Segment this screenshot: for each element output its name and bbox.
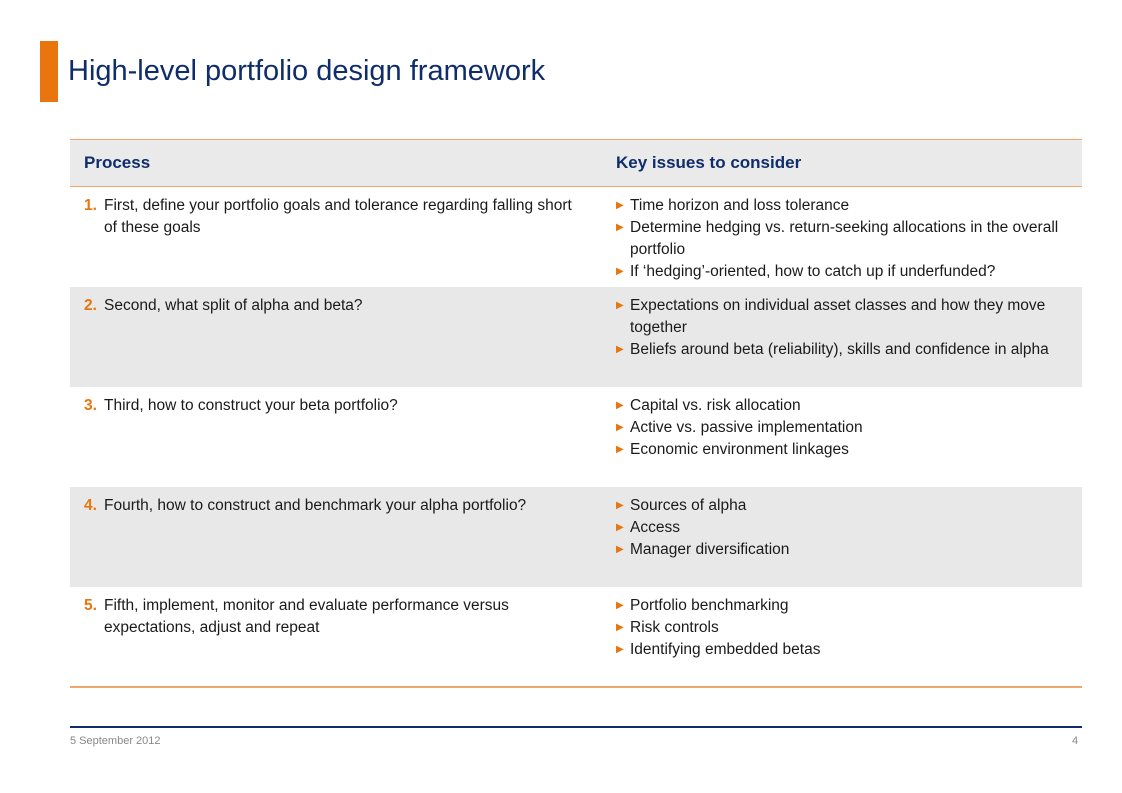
process-text: Fourth, how to construct and benchmark your alpha portfolio?: [104, 497, 527, 514]
process-text: Second, what split of alpha and beta?: [104, 297, 363, 314]
footer-divider: [70, 726, 1082, 728]
issues-list: [616, 595, 1062, 661]
framework-table: [70, 139, 1082, 688]
triangle-right-icon: ▶: [616, 200, 624, 211]
list-item: ▶ Time horizon and loss tolerance: [616, 195, 1062, 217]
list-item: ▶ Capital vs. risk allocation: [616, 395, 1062, 417]
table-row: [70, 587, 1082, 686]
triangle-right-icon: ▶: [616, 444, 624, 455]
triangle-right-icon: ▶: [616, 422, 624, 433]
list-item: ▶ Economic environment linkages: [616, 439, 1062, 461]
page-title: High-level portfolio design framework: [68, 55, 546, 87]
page-number: 4: [1072, 735, 1079, 747]
list-item: ▶ Active vs. passive implementation: [616, 417, 1062, 439]
triangle-right-icon: ▶: [616, 300, 624, 311]
process-text: Third, how to construct your beta portfolio?: [104, 397, 398, 414]
triangle-right-icon: ▶: [616, 622, 624, 633]
header-key-issues: Key issues to consider: [616, 153, 802, 172]
title-accent-bar: [40, 41, 58, 102]
table-row: [70, 387, 1082, 487]
table-row: [70, 287, 1082, 387]
table-row: [70, 487, 1082, 587]
triangle-right-icon: ▶: [616, 222, 624, 233]
step-number: 2.: [84, 297, 97, 314]
header-process: Process: [84, 153, 151, 172]
triangle-right-icon: ▶: [616, 344, 624, 355]
process-text: First, define your portfolio goals and tolerance regarding falling short of these goals: [104, 197, 572, 236]
step-number: 5.: [84, 597, 97, 614]
triangle-right-icon: ▶: [616, 500, 624, 511]
list-item: ▶ Determine hedging vs. return-seeking allocations in the overall portfolio: [616, 217, 1062, 261]
table-bottom-rule: [70, 686, 1082, 688]
issues-list: [616, 495, 1062, 561]
step-number: 4.: [84, 497, 97, 514]
triangle-right-icon: ▶: [616, 522, 624, 533]
list-item: ▶ Risk controls: [616, 617, 1062, 639]
triangle-right-icon: ▶: [616, 544, 624, 555]
triangle-right-icon: ▶: [616, 400, 624, 411]
process-text: Fifth, implement, monitor and evaluate performance versus expectations, adjust and repeat: [104, 597, 509, 636]
list-item: ▶ Identifying embedded betas: [616, 639, 1062, 661]
list-item: ▶ Sources of alpha: [616, 495, 1062, 517]
issues-list: [616, 195, 1062, 283]
issues-list: [616, 395, 1062, 461]
step-number: 3.: [84, 397, 97, 414]
footer-date: 5 September 2012: [70, 735, 161, 747]
table-row: [70, 187, 1082, 287]
issues-list: [616, 295, 1062, 361]
triangle-right-icon: ▶: [616, 266, 624, 277]
list-item: ▶ Beliefs around beta (reliability), skills and confidence in alpha: [616, 339, 1062, 361]
list-item: ▶ Access: [616, 517, 1062, 539]
list-item: ▶ Portfolio benchmarking: [616, 595, 1062, 617]
step-number: 1.: [84, 197, 97, 214]
triangle-right-icon: ▶: [616, 600, 624, 611]
list-item: ▶ If ‘hedging’-oriented, how to catch up if underfunded?: [616, 261, 1062, 283]
table-header: [70, 139, 1082, 187]
list-item: ▶ Manager diversification: [616, 539, 1062, 561]
triangle-right-icon: ▶: [616, 644, 624, 655]
list-item: ▶ Expectations on individual asset classes and how they move together: [616, 295, 1062, 339]
